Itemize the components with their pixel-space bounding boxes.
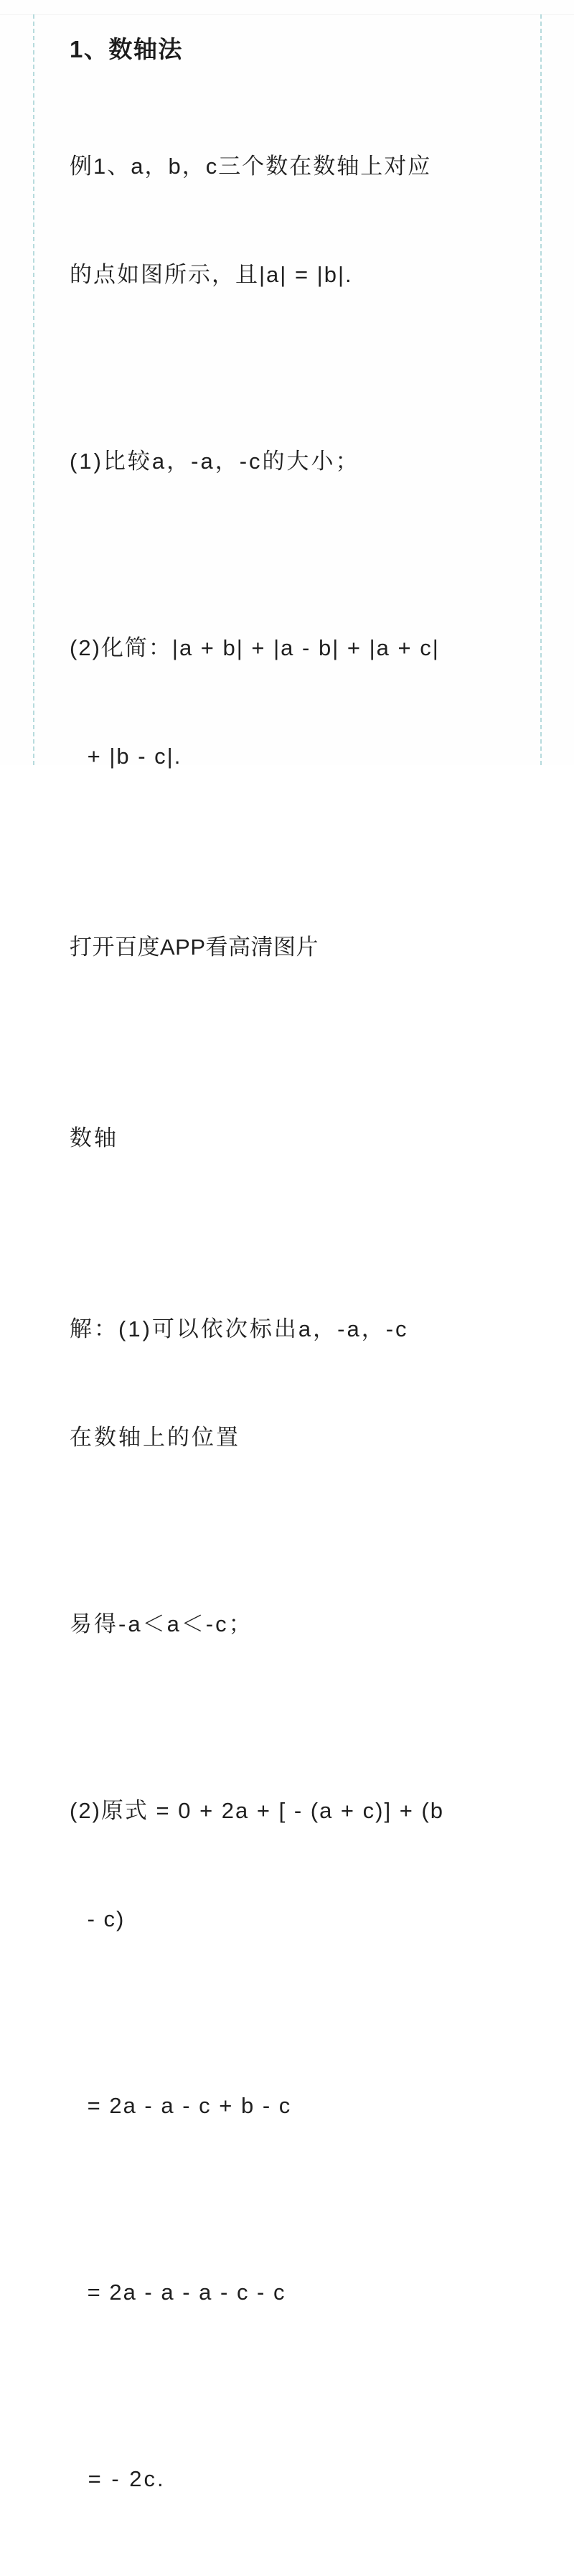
question-2 xyxy=(70,558,514,847)
page-title: 1、数轴法 xyxy=(70,36,183,62)
solution-result-1 xyxy=(70,1534,514,1714)
solution-part-2 xyxy=(70,1721,514,2010)
document-body xyxy=(70,34,514,2576)
figure-caption-line-1: 数轴 xyxy=(70,1125,118,1151)
question-2-line-1: (2)化简：|a + b| + |a ‑ b| + |a + c| xyxy=(70,635,440,661)
solution-part-1 xyxy=(70,1240,514,1528)
app-promo-line-1: 打开百度APP看高清图片 xyxy=(70,934,319,960)
question-1-line-1: (1)比较a，‑a，‑c的大小； xyxy=(70,449,360,474)
example-statement-line-1: 例1、a，b，c三个数在数轴上对应 xyxy=(70,154,432,179)
example-statement xyxy=(70,77,514,365)
question-1 xyxy=(70,372,514,552)
solution-step-2-line-1: = 2a ‑ a ‑ a ‑ c ‑ c xyxy=(80,2279,286,2305)
example-statement-line-2: 的点如图所示，且|a| = |b|. xyxy=(70,261,353,287)
left-dashed-margin-line xyxy=(33,14,34,765)
solution-part-2-line-2: ‑ c) xyxy=(80,1906,126,1931)
right-dashed-margin-line xyxy=(540,14,542,765)
top-divider xyxy=(0,14,574,15)
question-2-line-2: + |b ‑ c|. xyxy=(80,743,182,769)
solution-part-2-line-1: (2)原式 = 0 + 2a + [ ‑ (a + c)] + (b xyxy=(70,1797,444,1823)
app-promo xyxy=(70,857,514,1037)
solution-final xyxy=(70,2389,514,2569)
solution-final-line-1: = ‑ 2c. xyxy=(80,2465,166,2491)
solution-step-2 xyxy=(70,2202,514,2382)
solution-part-1-line-2: 在数轴上的位置 xyxy=(70,1424,240,1450)
solution-part-1-line-1: 解：(1)可以依次标出a，‑a，‑c xyxy=(70,1316,409,1342)
solution-step-1 xyxy=(70,2015,514,2196)
solution-result-1-line-1: 易得‑a＜a＜‑c； xyxy=(70,1611,253,1636)
figure-caption xyxy=(70,1049,514,1229)
solution-step-1-line-1: = 2a ‑ a ‑ c + b ‑ c xyxy=(80,2092,292,2118)
